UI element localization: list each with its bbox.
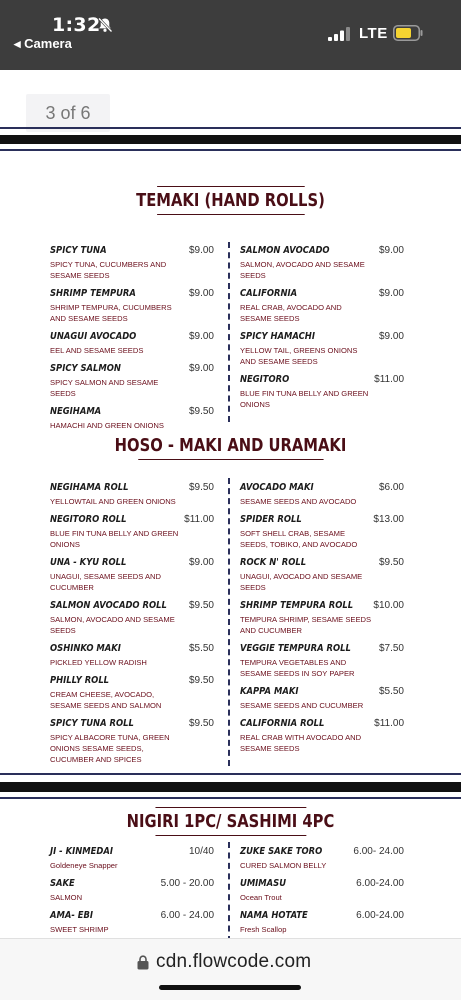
top-stripe-navy-2 [0, 149, 461, 151]
item-price: 10/40 [188, 846, 214, 857]
menu-item [240, 686, 404, 711]
item-name: NEGITORO [240, 374, 290, 385]
status-time: 1:32 [52, 14, 101, 36]
item-name: NAMA HOTATE [240, 910, 308, 921]
item-name: SPICY SALMON [50, 363, 121, 374]
menu-item [50, 363, 214, 399]
item-price: $9.00 [188, 245, 214, 256]
item-desc: PICKLED YELLOW RADISH [50, 658, 147, 667]
mid-stripe-navy [0, 773, 461, 775]
item-price: $5.50 [188, 643, 214, 654]
section-title-text: HOSO - MAKI AND URAMAKI [114, 435, 347, 456]
menu-item [240, 910, 404, 935]
item-price: $5.50 [378, 686, 404, 697]
item-desc: CREAM CHEESE, AVOCADO, SESAME SEEDS AND SALMON [50, 690, 162, 710]
title-rule [155, 835, 306, 836]
column-divider [228, 478, 230, 766]
menu-item [50, 643, 214, 668]
home-indicator[interactable] [159, 985, 301, 990]
item-name: UNAGUI AVOCADO [50, 331, 137, 342]
item-desc: CURED SALMON BELLY [240, 861, 327, 870]
item-desc: TEMPURA VEGETABLES AND SESAME SEEDS IN SOY PAPER [240, 658, 355, 678]
menu-item [240, 643, 404, 679]
menu-item [240, 331, 404, 367]
menu-item [240, 600, 404, 636]
item-price: $9.00 [188, 288, 214, 299]
menu-item [240, 374, 404, 410]
item-name: OSHINKO MAKI [50, 643, 121, 654]
menu-item [50, 288, 214, 324]
item-price: $9.00 [188, 331, 214, 342]
item-desc: REAL CRAB, AVOCADO AND SESAME SEEDS [240, 303, 342, 323]
item-desc: Goldeneye Snapper [50, 861, 118, 870]
title-rule [138, 459, 323, 460]
item-price: $9.50 [188, 675, 214, 686]
menu-item [240, 557, 404, 593]
top-stripe-navy [0, 127, 461, 129]
title-rule [157, 186, 305, 187]
item-price: 6.00-24.00 [356, 878, 404, 889]
item-price: $9.50 [188, 600, 214, 611]
item-desc: BLUE FIN TUNA BELLY AND GREEN ONIONS [240, 389, 369, 409]
item-name: ZUKE SAKE TORO [240, 846, 323, 857]
lock-icon [137, 955, 149, 970]
item-name: SPICY TUNA [50, 245, 107, 256]
menu-item [240, 878, 404, 903]
item-price: $7.50 [378, 643, 404, 654]
section-title-text: NIGIRI 1PC/ SASHIMI 4PC [126, 811, 335, 832]
menu-item [50, 718, 214, 765]
item-desc: BLUE FIN TUNA BELLY AND GREEN ONIONS [50, 529, 179, 549]
item-price: 6.00-24.00 [356, 910, 404, 921]
item-name: SPICY HAMACHI [240, 331, 315, 342]
page-indicator: 3 of 6 [26, 94, 110, 132]
item-name: NEGIHAMA [50, 406, 102, 417]
item-desc: HAMACHI AND GREEN ONIONS [50, 421, 164, 430]
menu-item [240, 846, 404, 871]
item-name: SHRIMP TEMPURA [50, 288, 136, 299]
item-desc: Ocean Trout [240, 893, 282, 902]
item-price: $9.00 [188, 363, 214, 374]
item-desc: SHRIMP TEMPURA, CUCUMBERS AND SESAME SEEDS [50, 303, 172, 323]
section-title-text: TEMAKI (HAND ROLLS) [136, 190, 325, 211]
menu-item [50, 910, 214, 935]
menu-item [50, 482, 214, 507]
item-name: SAKE [50, 878, 75, 889]
item-price: 5.00 - 20.00 [160, 878, 214, 889]
title-rule [155, 807, 306, 808]
item-desc: YELLOWTAIL AND GREEN ONIONS [50, 497, 176, 506]
item-price: $9.00 [378, 288, 404, 299]
item-name: SPICY TUNA ROLL [50, 718, 134, 729]
column-divider [228, 242, 230, 422]
item-price: $9.00 [378, 331, 404, 342]
item-name: UNA - KYU ROLL [50, 557, 127, 568]
item-desc: SALMON [50, 893, 83, 902]
item-name: AVOCADO MAKI [240, 482, 314, 493]
item-desc: SPICY SALMON AND SESAME SEEDS [50, 378, 159, 398]
section-title-temaki [41, 186, 419, 215]
item-desc: EEL AND SESAME SEEDS [50, 346, 144, 355]
item-price: $9.50 [188, 718, 214, 729]
menu-item [240, 514, 404, 550]
item-price: $9.50 [188, 406, 214, 417]
menu-item [50, 878, 214, 903]
item-name: SALMON AVOCADO [240, 245, 330, 256]
item-desc: UNAGUI, AVOCADO AND SESAME SEEDS [240, 572, 363, 592]
title-rule [157, 214, 305, 215]
item-desc: YELLOW TAIL, GREENS ONIONS AND SESAME SEEDS [240, 346, 358, 366]
item-desc: Fresh Scallop [240, 925, 287, 934]
item-name: JI - KINMEDAI [50, 846, 113, 857]
menu-item [50, 600, 214, 636]
menu-page [0, 70, 461, 938]
item-price: $9.50 [378, 557, 404, 568]
item-price: $9.50 [188, 482, 214, 493]
url-text[interactable]: cdn.flowcode.com [156, 951, 312, 972]
item-desc: SWEET SHRIMP [50, 925, 109, 934]
item-name: SPIDER ROLL [240, 514, 302, 525]
item-name: CALIFORNIA [240, 288, 298, 299]
item-desc: SPICY TUNA, CUCUMBERS AND SESAME SEEDS [50, 260, 167, 280]
item-name: AMA- EBI [50, 910, 94, 921]
item-desc: SALMON, AVOCADO AND SESAME SEEDS [50, 615, 175, 635]
item-name: CALIFORNIA ROLL [240, 718, 325, 729]
menu-item [240, 718, 404, 754]
item-name: ROCK N' ROLL [240, 557, 307, 568]
item-desc: SESAME SEEDS AND AVOCADO [240, 497, 357, 506]
item-desc: TEMPURA SHRIMP, SESAME SEEDS AND CUCUMBER [240, 615, 372, 635]
section-title-hoso [41, 435, 419, 460]
section-title-nigiri [41, 807, 419, 836]
menu-item [50, 675, 214, 711]
menu-item [240, 482, 404, 507]
item-name: NEGIHAMA ROLL [50, 482, 129, 493]
item-name: VEGGIE TEMPURA ROLL [240, 643, 351, 654]
mid-stripe-navy-2 [0, 797, 461, 799]
status-bar [0, 0, 461, 70]
item-price: $6.00 [378, 482, 404, 493]
item-desc: SALMON, AVOCADO AND SESAME SEEDS [240, 260, 365, 280]
menu-item [50, 331, 214, 356]
item-name: SALMON AVOCADO ROLL [50, 600, 167, 611]
column-divider [228, 842, 230, 938]
item-name: KAPPA MAKI [240, 686, 299, 697]
item-price: 6.00 - 24.00 [160, 910, 214, 921]
bell-muted-icon [97, 17, 113, 33]
battery-icon [393, 25, 423, 41]
browser-address-bar[interactable] [0, 938, 461, 1000]
item-price: $13.00 [373, 514, 404, 525]
menu-item [50, 245, 214, 281]
item-price: $11.00 [374, 374, 404, 385]
item-name: NEGITORO ROLL [50, 514, 127, 525]
item-desc: SESAME SEEDS AND CUCUMBER [240, 701, 364, 710]
menu-item [50, 557, 214, 593]
menu-item [240, 288, 404, 324]
item-price: $11.00 [374, 718, 404, 729]
item-price: $11.00 [184, 514, 214, 525]
back-to-camera-link[interactable]: ◂ Camera [14, 36, 72, 51]
menu-item [50, 514, 214, 550]
item-price: 6.00- 24.00 [353, 846, 404, 857]
menu-item [50, 406, 214, 431]
item-price: $10.00 [373, 600, 404, 611]
item-desc: SOFT SHELL CRAB, SESAME SEEDS, TOBIKO, AND AVOCADO [240, 529, 358, 549]
top-stripe-black [0, 135, 461, 144]
item-name: UMIMASU [240, 878, 287, 889]
menu-item [240, 245, 404, 281]
cellular-signal-icon [328, 27, 350, 41]
network-label: LTE [359, 25, 388, 42]
item-price: $9.00 [378, 245, 404, 256]
item-desc: REAL CRAB WITH AVOCADO AND SESAME SEEDS [240, 733, 362, 753]
item-price: $9.00 [188, 557, 214, 568]
item-desc: SPICY ALBACORE TUNA, GREEN ONIONS SESAME SEEDS, CUCUMBER AND SPICES [50, 733, 170, 764]
item-name: PHILLY ROLL [50, 675, 110, 686]
item-name: SHRIMP TEMPURA ROLL [240, 600, 354, 611]
item-desc: UNAGUI, SESAME SEEDS AND CUCUMBER [50, 572, 161, 592]
mid-stripe-black [0, 782, 461, 792]
menu-item [50, 846, 214, 871]
